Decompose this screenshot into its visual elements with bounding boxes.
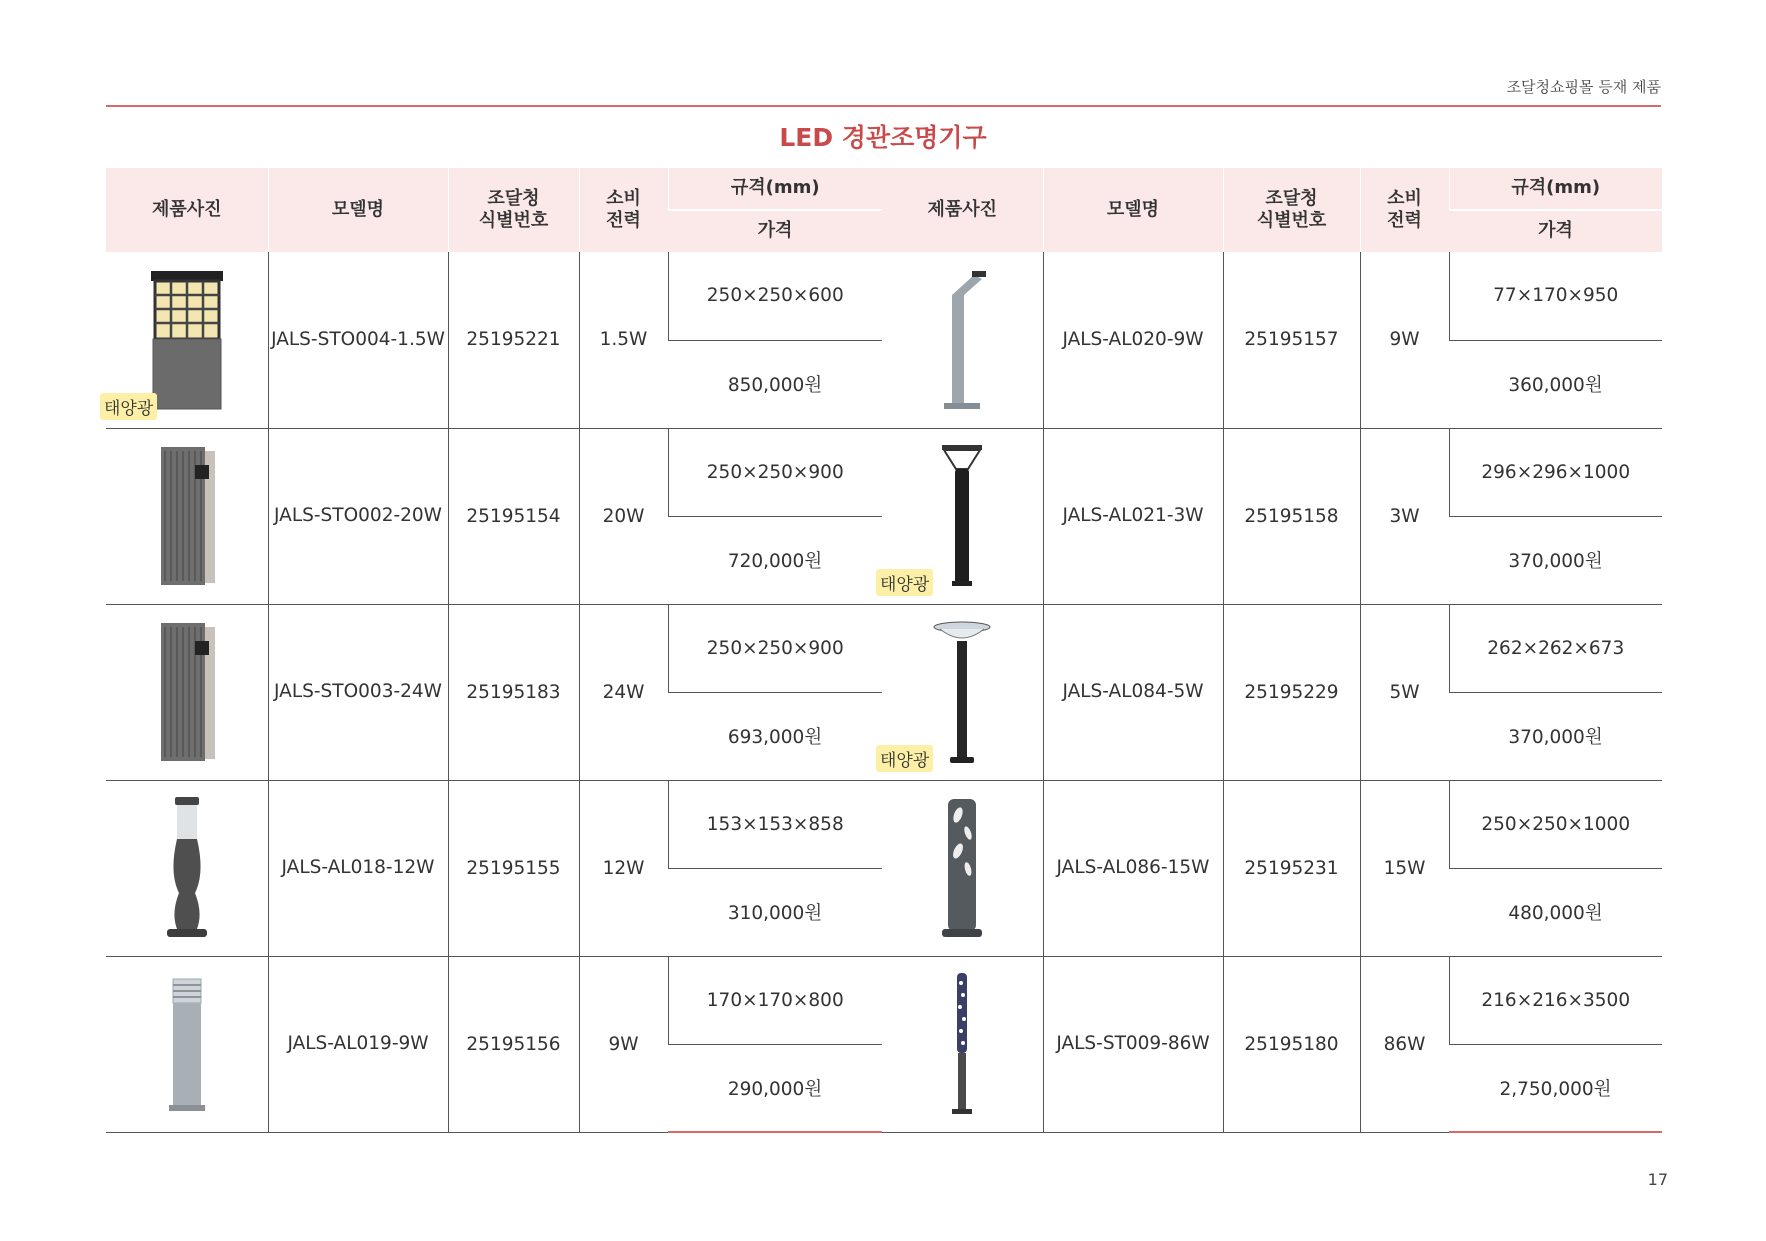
solar-badge: 태양광 [100,393,157,420]
col-power: 소비 전력 [1360,168,1449,252]
table-row [882,252,1662,340]
model-name: JALS-ST009-86W [1043,956,1223,1132]
power: 12W [579,780,668,956]
price: 720,000원 [668,516,882,604]
price: 370,000원 [1449,516,1662,604]
power: 24W [579,604,668,780]
procurement-id: 25195156 [448,956,579,1132]
product-photo [882,428,1043,604]
power: 86W [1360,956,1449,1132]
product-photo [106,956,268,1132]
table-row [106,252,882,340]
price: 480,000원 [1449,868,1662,956]
price: 850,000원 [668,340,882,428]
model-name: JALS-AL018-12W [268,780,448,956]
price: 370,000원 [1449,692,1662,780]
model-name: JALS-AL021-3W [1043,428,1223,604]
col-power: 소비 전력 [579,168,668,252]
col-model: 모델명 [1043,168,1223,252]
power: 9W [1360,252,1449,428]
spec: 77×170×950 [1449,252,1662,340]
page-number: 17 [1647,1170,1668,1189]
col-price: 가격 [1449,210,1662,252]
procurement-id: 25195158 [1223,428,1360,604]
table-row [882,780,1662,868]
table-row [882,956,1662,1044]
spec: 262×262×673 [1449,604,1662,692]
model-name: JALS-STO002-20W [268,428,448,604]
col-price: 가격 [668,210,882,252]
power: 1.5W [579,252,668,428]
col-photo: 제품사진 [106,168,268,252]
product-photo [882,604,1043,780]
product-photo [106,780,268,956]
power: 3W [1360,428,1449,604]
power: 15W [1360,780,1449,956]
table-row [106,956,882,1044]
procurement-id: 25195154 [448,428,579,604]
model-name: JALS-AL019-9W [268,956,448,1132]
product-table-right [882,168,1662,1133]
product-photo [106,428,268,604]
model-name: JALS-AL086-15W [1043,780,1223,956]
product-photo [106,252,268,428]
col-id: 조달청 식별번호 [448,168,579,252]
col-model: 모델명 [268,168,448,252]
page-title: LED 경관조명기구 [779,123,987,152]
product-photo [106,604,268,780]
procurement-id: 25195229 [1223,604,1360,780]
product-photo [882,956,1043,1132]
power: 9W [579,956,668,1132]
spec: 250×250×600 [668,252,882,340]
price: 310,000원 [668,868,882,956]
solar-badge: 태양광 [876,569,933,596]
price: 290,000원 [668,1044,882,1132]
procurement-id: 25195231 [1223,780,1360,956]
procurement-id: 25195180 [1223,956,1360,1132]
header-rule [106,105,1661,107]
table-row [106,780,882,868]
price: 2,750,000원 [1449,1044,1662,1132]
product-table-left [106,168,882,1133]
power: 5W [1360,604,1449,780]
col-spec: 규격(mm) [1449,168,1662,210]
table-row [106,428,882,516]
header-tag: 조달청쇼핑몰 등재 제품 [1506,78,1661,96]
product-photo [882,252,1043,428]
spec: 296×296×1000 [1449,428,1662,516]
procurement-id: 25195155 [448,780,579,956]
price: 360,000원 [1449,340,1662,428]
price: 693,000원 [668,692,882,780]
spec: 153×153×858 [668,780,882,868]
model-name: JALS-AL020-9W [1043,252,1223,428]
power: 20W [579,428,668,604]
solar-badge: 태양광 [876,745,933,772]
spec: 250×250×900 [668,428,882,516]
procurement-id: 25195157 [1223,252,1360,428]
model-name: JALS-AL084-5W [1043,604,1223,780]
product-photo [882,780,1043,956]
model-name: JALS-STO004-1.5W [268,252,448,428]
procurement-id: 25195221 [448,252,579,428]
spec: 250×250×900 [668,604,882,692]
procurement-id: 25195183 [448,604,579,780]
model-name: JALS-STO003-24W [268,604,448,780]
spec: 250×250×1000 [1449,780,1662,868]
spec: 170×170×800 [668,956,882,1044]
col-id: 조달청 식별번호 [1223,168,1360,252]
col-spec: 규격(mm) [668,168,882,210]
table-row [882,604,1662,692]
table-row [882,428,1662,516]
col-photo: 제품사진 [882,168,1043,252]
table-row [106,604,882,692]
spec: 216×216×3500 [1449,956,1662,1044]
